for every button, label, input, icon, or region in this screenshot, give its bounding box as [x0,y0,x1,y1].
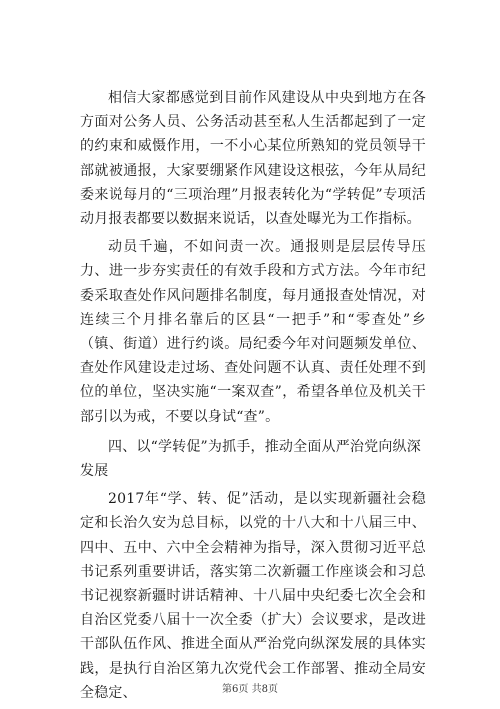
paragraph-work-style: 相信大家都感觉到目前作风建设从中央到地方在各方面对公务人员、公务活动甚至私人生活都起到了一定的约束和威慑作用，一不小心某位所熟知的党员领导干部就被通报，大家要绷紧作风建设这根弦，今年从局纪委来说每月的“三项治理”月报表转化为“学转促”专项活动月报表都要以数据来说话，以查处曝光为工作指标。 [80,90,426,228]
section-heading: 四、以“学转促”为抓手，推动全面从严治党向纵深发展 [80,438,421,480]
paragraph-2017-activity: 2017年“学、转、促”活动，是以实现新疆社会稳定和长治久安为总目标，以党的十八大和十八届三中、四中、五中、六中全会精神为指导，深入贯彻习近平总书记系列重要讲话，落实第二次新疆工作座谈会和习总书记视察新疆时讲话精神、十八届中央纪委七次全会和自治区党委八届十一次全委（扩大）会议要求，是改进干部队伍作风、推进全面从严治党向纵深发展的具体实践，是执行自治区第九次党代会工作部署、推动全局安全稳定、 [80,491,426,701]
page-footer: 第6页 共8页 [222,684,278,695]
document-body [80,86,426,709]
paragraph-accountability: 动员千遍，不如问责一次。通报则是层层传导压力、进一步夯实责任的有效手段和方式方法。今年市纪委采取查处作风问题排名制度，每月通报查处情况，对连续三个月排名靠后的区县“一把手”和“零查处”乡（镇、街道）进行约谈。局纪委今年对问题频发单位、查处作风建设走过场、查处问题不认真、责任处理不到位的单位，坚决实施“一案双查”，希望各单位及机关干部引以为戒，不要以身试“查”。 [80,239,426,425]
